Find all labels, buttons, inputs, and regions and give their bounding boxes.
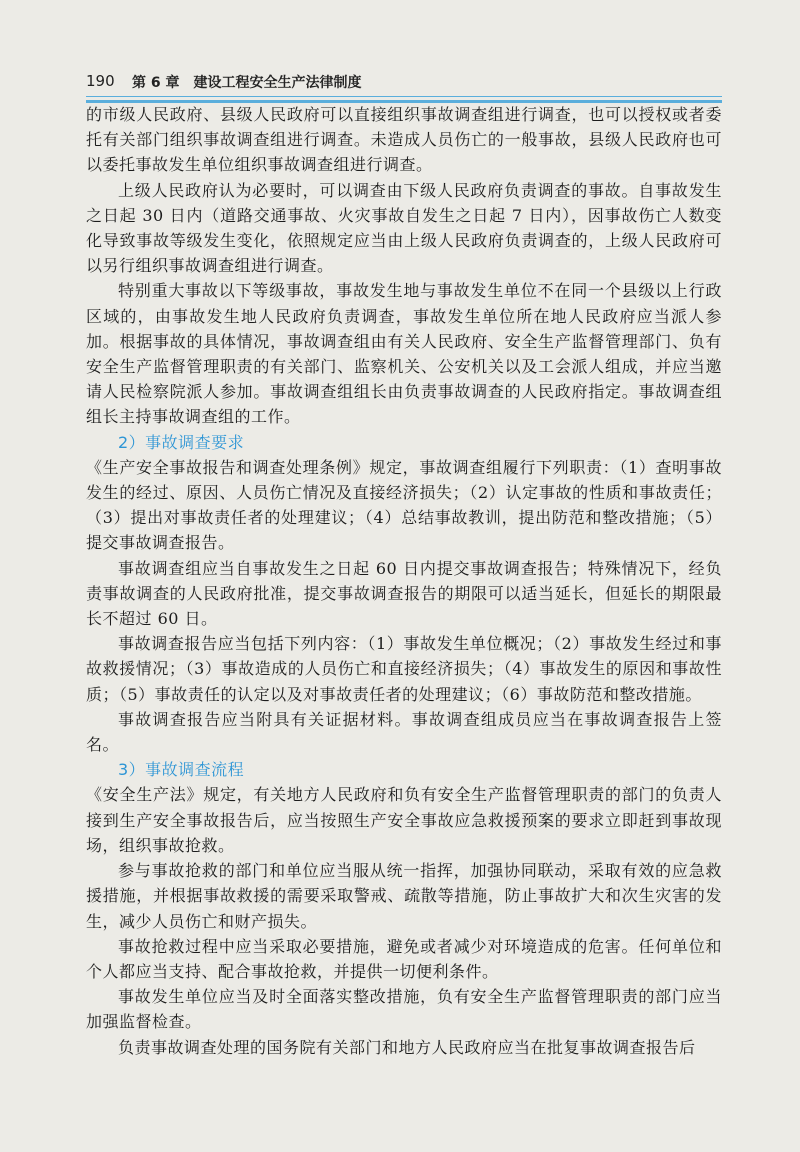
header-rule-thin xyxy=(86,96,722,97)
page-number: 190 xyxy=(86,72,115,90)
paragraph: 事故调查报告应当包括下列内容：（1）事故发生单位概况；（2）事故发生经过和事故救援情况；（3）事故造成的人员伤亡和直接经济损失；（4）事故发生的原因和事故性质；（5）事故责任的认定以及对事故责任者的处理建议；（6）事故防范和整改措施。 xyxy=(86,634,722,704)
section-heading-investigation-requirements: 2）事故调查要求 xyxy=(118,432,245,452)
paragraph-continued: 的市级人民政府、县级人民政府可以直接组织事故调查组进行调查，也可以授权或者委托有关部门组织事故调查组进行调查。未造成人员伤亡的一般事故，县级人民政府也可以委托事故发生单位组织事故调查组进行调查。 xyxy=(86,105,722,175)
paragraph: 事故发生单位应当及时全面落实整改措施，负有安全生产监督管理职责的部门应当加强监督检查。 xyxy=(86,987,722,1032)
paragraph: 事故调查组应当自事故发生之日起 60 日内提交事故调查报告；特殊情况下，经负责事故调查的人民政府批准，提交事故调查报告的期限可以适当延长，但延长的期限最长不超过 60 日。 xyxy=(86,558,722,629)
paragraph: 《安全生产法》规定，有关地方人民政府和负有安全生产监督管理职责的部门的负责人接到生产安全事故报告后，应当按照生产安全事故应急救援预案的要求立即赶到事故现场，组织事故抢救。 xyxy=(86,785,722,855)
paragraph: 特别重大事故以下等级事故，事故发生地与事故发生单位不在同一个县级以上行政区域的，由事故发生地人民政府负责调查，事故发生单位所在地人民政府应当派人参加。根据事故的具体情况，事故调查组由有关人民政府、安全生产监督管理部门、负有安全生产监督管理职责的有关部门、监察机关、公安机关以及工会派人组成，并应当邀请人民检察院派人参加。事故调查组组长由负责事故调查的人民政府指定。事故调查组组长主持事故调查组的工作。 xyxy=(86,281,722,427)
paragraph: 参与事故抢救的部门和单位应当服从统一指挥，加强协同联动，采取有效的应急救援措施，并根据事故救援的需要采取警戒、疏散等措施，防止事故扩大和次生灾害的发生，减少人员伤亡和财产损失。 xyxy=(86,861,722,931)
page-body xyxy=(86,102,722,1060)
paragraph: 《生产安全事故报告和调查处理条例》规定，事故调查组履行下列职责：（1）查明事故发生的经过、原因、人员伤亡情况及直接经济损失；（2）认定事故的性质和事故责任；（3）提出对事故责任者的处理建议；（4）总结事故教训，提出防范和整改措施；（5）提交事故调查报告。 xyxy=(86,457,722,553)
paragraph: 负责事故调查处理的国务院有关部门和地方人民政府应当在批复事故调查报告后 xyxy=(118,1037,696,1057)
chapter-title: 第 6 章 建设工程安全生产法律制度 xyxy=(132,75,362,91)
paragraph: 事故抢救过程中应当采取必要措施，避免或者减少对环境造成的危害。任何单位和个人都应当支持、配合事故抢救，并提供一切便利条件。 xyxy=(86,936,722,981)
running-header xyxy=(86,68,722,98)
paragraph: 上级人民政府认为必要时，可以调查由下级人民政府负责调查的事故。自事故发生之日起 30 日内（道路交通事故、火灾事故自发生之日起 7 日内），因事故伤亡人数变化导致事故等级发生变化，依照规定应当由上级人民政府负责调查的，上级人民政府可以另行组织事故调查组进行调查。 xyxy=(86,180,722,276)
section-heading-investigation-process: 3）事故调查流程 xyxy=(118,760,245,780)
paragraph: 事故调查报告应当附具有关证据材料。事故调查组成员应当在事故调查报告上签名。 xyxy=(86,709,722,755)
